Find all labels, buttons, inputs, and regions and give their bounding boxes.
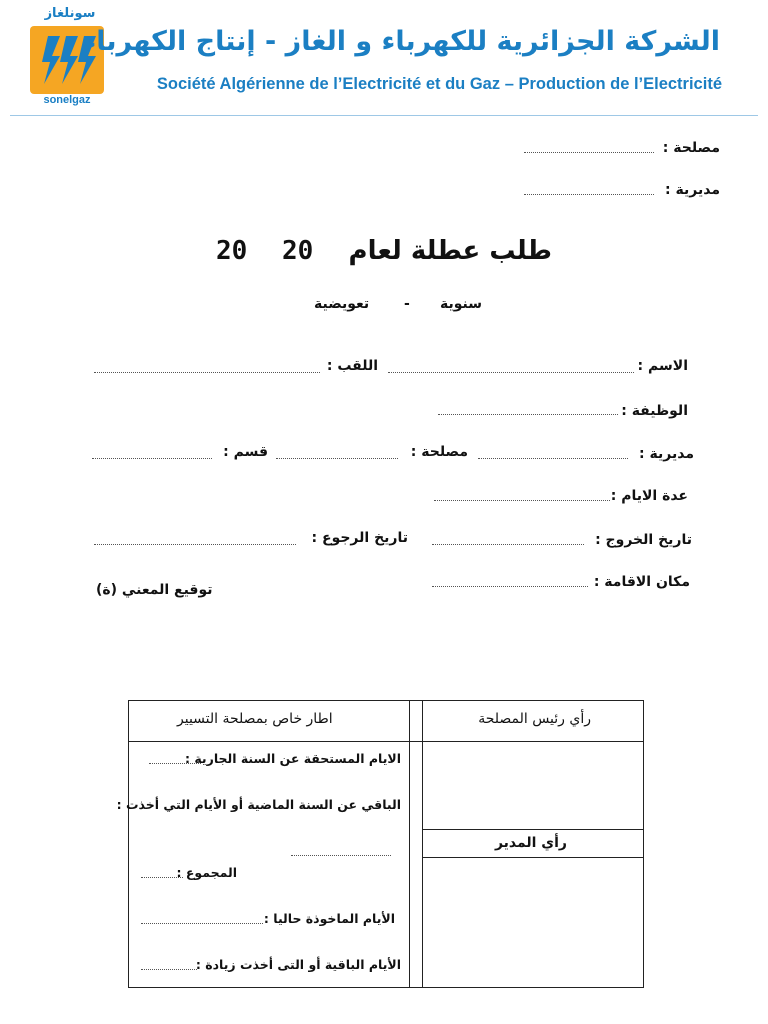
service-field[interactable] xyxy=(276,458,398,459)
return-date-field[interactable] xyxy=(94,544,296,545)
remaining-days-label: الباقي عن السنة الماضية أو الأيام التي أخذت : xyxy=(116,797,401,812)
header-divider xyxy=(10,115,758,116)
departure-date-field[interactable] xyxy=(432,544,584,545)
days-count-label: عدة الايام : xyxy=(610,488,688,504)
taken-days-field[interactable] xyxy=(141,923,263,924)
top-directorate-label: مديرية : xyxy=(665,182,720,198)
director-opinion-header: رأي المدير xyxy=(494,835,567,851)
remaining-or-extra-label: الأيام الباقية أو التى أخذت زيادة : xyxy=(195,957,401,972)
remaining-or-extra-field[interactable] xyxy=(141,969,197,970)
year-left: 20 xyxy=(216,236,248,266)
leave-type-annual[interactable]: سنوية xyxy=(440,296,483,312)
directorate-field[interactable] xyxy=(478,458,628,459)
signature-label: توقيع المعني (ة) xyxy=(96,582,213,598)
directorate-label: مديرية : xyxy=(639,446,694,462)
name-label: الاسم : xyxy=(637,358,688,374)
total-field[interactable] xyxy=(141,877,183,878)
leave-type-compensatory[interactable]: تعويضية xyxy=(314,296,370,312)
job-field[interactable] xyxy=(438,414,618,415)
service-label: مصلحة : xyxy=(410,444,468,460)
company-name-arabic: الشركة الجزائرية للكهرباء و الغاز - إنتاج الكهرباء xyxy=(82,26,720,57)
approval-table xyxy=(116,700,644,988)
due-days-label: الايام المستحقة عن السنة الجارية : xyxy=(185,751,401,766)
return-date-label: تاريخ الرجوع : xyxy=(311,530,408,546)
surname-field[interactable] xyxy=(94,372,320,373)
leave-type-separator: - xyxy=(404,296,410,312)
year-right: 20 xyxy=(282,236,314,266)
remaining-days-field[interactable] xyxy=(291,855,391,856)
days-count-field[interactable] xyxy=(434,500,610,501)
top-service-label: مصلحة : xyxy=(662,140,720,156)
surname-label: اللقب : xyxy=(326,358,378,374)
name-field[interactable] xyxy=(388,372,634,373)
departure-date-label: تاريخ الخروج : xyxy=(595,532,692,548)
top-directorate-field[interactable] xyxy=(524,194,654,195)
top-service-field[interactable] xyxy=(524,152,654,153)
page-title: طلب عطلة لعام xyxy=(348,236,552,266)
service-head-opinion-header: رأي رئيس المصلحة xyxy=(478,711,591,727)
logo-english-text: sonelgaz xyxy=(43,94,91,106)
admin-header: اطار خاص بمصلحة التسيير xyxy=(177,711,333,727)
taken-days-label: الأيام الماخوذة حاليا : xyxy=(263,911,395,926)
residence-field[interactable] xyxy=(432,586,588,587)
residence-label: مكان الاقامة : xyxy=(593,574,690,590)
due-days-field[interactable] xyxy=(149,763,201,764)
total-label: المجموع : xyxy=(176,865,237,880)
section-field[interactable] xyxy=(92,458,212,459)
job-label: الوظيفة : xyxy=(621,403,688,419)
company-name-french: Société Algérienne de l’Electricité et du Gaz – Production de l’Electricité xyxy=(156,75,722,93)
logo-arabic-text: سونلغاز xyxy=(44,6,96,21)
section-label: قسم : xyxy=(223,444,268,460)
